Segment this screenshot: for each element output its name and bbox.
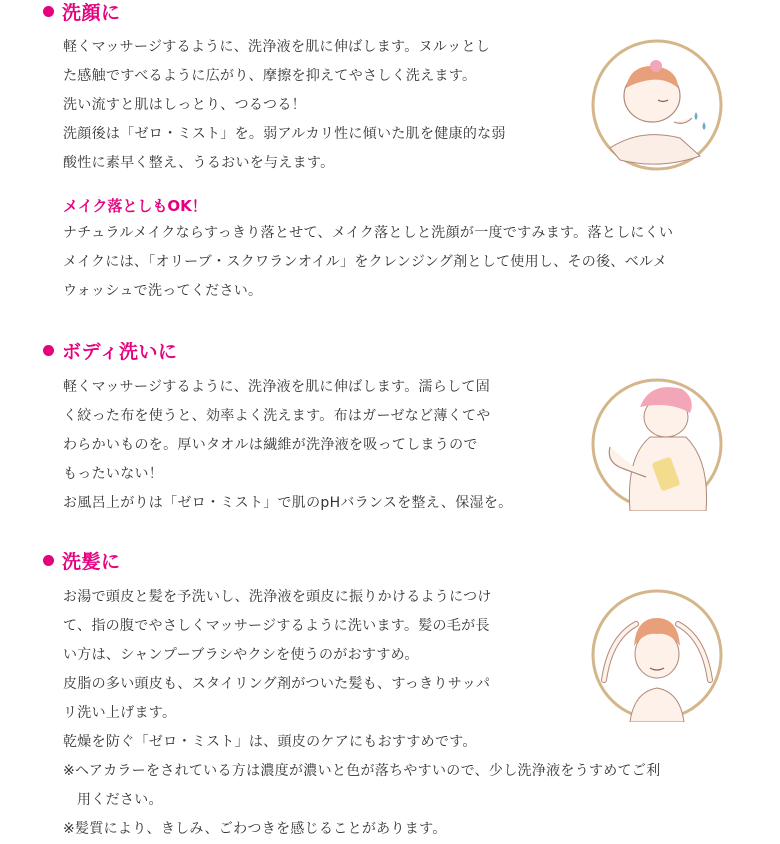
body-paragraph: 軽くマッサージするように、洗浄液を肌に伸ばします。濡らして固 く絞った布を使うと、効率よく洗えます。布はガーゼなど薄くてや わらかいものを。厚いタオルは繊維が洗浄液を吸ってしまうので もったいない！ お風呂上がりは「ゼロ・ミスト」で肌のpHバランスを整え、保湿を。	[63, 379, 513, 511]
bullet-icon	[43, 6, 54, 17]
bullet-icon	[43, 345, 54, 356]
hair-note-continuation: 用ください。	[77, 792, 163, 808]
body-washing-illustration-icon	[590, 377, 724, 511]
section-heading-hair: 洗髪に	[43, 549, 121, 575]
hair-washing-illustration-icon	[590, 588, 724, 722]
section-heading-body: ボディ洗いに	[43, 339, 177, 365]
hair-note: ※髪質により、きしみ、ごわつきを感じることがあります。	[63, 821, 447, 837]
hair-paragraph: お湯で頭皮と髪を予洗いし、洗浄液を頭皮に振りかけるようにつけ て、指の腹でやさしくマッサージするように洗います。髪の毛が長 い方は、シャンプーブラシやクシを使うのがおすすめ。 皮脂の多い頭皮も、スタイリング剤がついた髪も、すっきりサッパ リ洗い上げます。 乾燥を防ぐ「ゼロ・ミスト」は、頭皮のケアにもおすすめです。 ※ヘアカラーをされている方は濃度が濃いと色が落ちやすいので、少し洗浄液をうすめてご利 用ください。 ※髪質により、きしみ、ごわつきを感じることがあります。	[63, 583, 661, 844]
face-washing-illustration-icon	[590, 38, 724, 172]
section-heading-face: 洗顔に	[43, 0, 121, 26]
face-paragraph: 軽くマッサージするように、洗浄液を肌に伸ばします。ヌルッとし た感触ですべるように広がり、摩擦を抑えてやさしく洗えます。 洗い流すと肌はしっとり、つるつる！ 洗顔後は「ゼロ・ミスト」を。弱アルカリ性に傾いた肌を健康的な弱 酸性に素早く整え、うるおいを与えます。	[63, 39, 506, 171]
makeup-subheading: メイク落としもOK！	[63, 197, 207, 215]
bullet-icon	[43, 555, 54, 566]
makeup-paragraph: ナチュラルメイクならすっきり落とせて、メイク落としと洗顔が一度ですみます。落としにくい メイクには、「オリーブ・スクワランオイル」をクレンジング剤として使用し、その後、ベルメ ウォッシュで洗ってください。	[63, 225, 674, 299]
hair-note: ※ヘアカラーをされている方は濃度が濃いと色が落ちやすいので、少し洗浄液をうすめてご利	[63, 763, 661, 779]
